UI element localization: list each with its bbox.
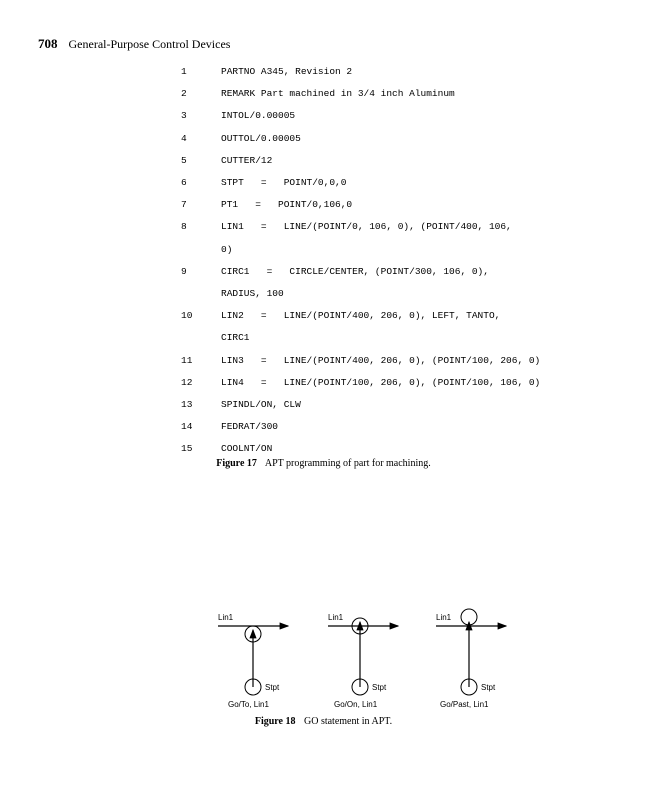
line-number: 7 xyxy=(181,199,187,211)
panel-go-past xyxy=(436,609,506,709)
figure-18-diagram xyxy=(200,596,560,716)
figure-18-text: GO statement in APT. xyxy=(304,716,393,727)
code-text: COOLNT/ON xyxy=(221,443,273,455)
code-text: CUTTER/12 xyxy=(221,154,273,166)
line-number: 4 xyxy=(181,132,187,144)
code-text: RADIUS, 100 xyxy=(221,288,284,299)
panel-go-on xyxy=(328,613,398,709)
code-text: CIRC1 = CIRCLE/CENTER, (POINT/300, 106, 0), xyxy=(221,265,489,277)
line-number: 10 xyxy=(181,310,193,322)
code-text: SPINDL/ON, CLW xyxy=(221,399,301,410)
panel-2-line-label: Lin1 xyxy=(328,613,344,622)
panel-3-caption: Go/Past, Lin1 xyxy=(440,700,489,709)
line-number: 2 xyxy=(181,88,187,100)
panel-2-start-label: Stpt xyxy=(372,683,387,692)
panel-1-start-label: Stpt xyxy=(265,683,280,692)
code-text: LIN3 = LINE/(POINT/400, 206, 0), (POINT/100, 206, 0) xyxy=(221,354,541,366)
code-text: STPT = POINT/0,0,0 xyxy=(221,177,347,188)
line-number: 5 xyxy=(181,154,187,166)
line-number: 13 xyxy=(181,399,193,410)
code-text: LIN2 = LINE/(POINT/400, 206, 0), LEFT, TANTO, xyxy=(221,310,501,322)
panel-3-line-label: Lin1 xyxy=(436,613,452,622)
code-text: OUTTOL/0.00005 xyxy=(221,132,301,144)
line-number: 8 xyxy=(181,221,187,233)
code-text: FEDRAT/300 xyxy=(221,421,279,433)
panel-3-start-label: Stpt xyxy=(481,683,496,692)
line-number: 14 xyxy=(181,421,193,433)
figure-18-label: Figure 18 xyxy=(254,716,296,727)
code-text: LIN4 = LINE/(POINT/100, 206, 0), (POINT/100, 106, 0) xyxy=(221,376,541,388)
panel-1-caption: Go/To, Lin1 xyxy=(228,700,269,709)
running-header xyxy=(38,36,230,52)
code-text: LIN1 = LINE/(POINT/0, 106, 0), (POINT/400, 106, xyxy=(221,221,512,233)
figure-17-text: APT programming of part for machining. xyxy=(264,458,431,469)
line-number: 11 xyxy=(181,354,193,366)
panel-1-line-label: Lin1 xyxy=(218,613,234,622)
code-text: 0) xyxy=(221,243,233,255)
figure-17-label: Figure 17 xyxy=(216,458,257,469)
figure-17-caption xyxy=(0,458,647,469)
line-number: 6 xyxy=(181,177,187,188)
go-statement-diagram xyxy=(200,596,560,716)
line-number: 9 xyxy=(181,265,187,277)
line-number: 15 xyxy=(181,443,193,455)
panel-go-to xyxy=(218,613,288,709)
page-number: 708 xyxy=(38,36,58,51)
line-number: 12 xyxy=(181,376,193,388)
running-title: General-Purpose Control Devices xyxy=(68,37,231,51)
code-text: CIRC1 xyxy=(221,332,250,344)
code-text: REMARK Part machined in 3/4 inch Aluminum xyxy=(221,88,455,100)
code-text: PARTNO A345, Revision 2 xyxy=(221,66,353,77)
line-number: 1 xyxy=(181,66,187,77)
code-text: INTOL/0.00005 xyxy=(221,110,296,122)
figure-18-caption xyxy=(0,716,647,727)
code-text: PT1 = POINT/0,106,0 xyxy=(221,199,353,211)
panel-2-caption: Go/On, Lin1 xyxy=(334,700,378,709)
line-number: 3 xyxy=(181,110,187,122)
